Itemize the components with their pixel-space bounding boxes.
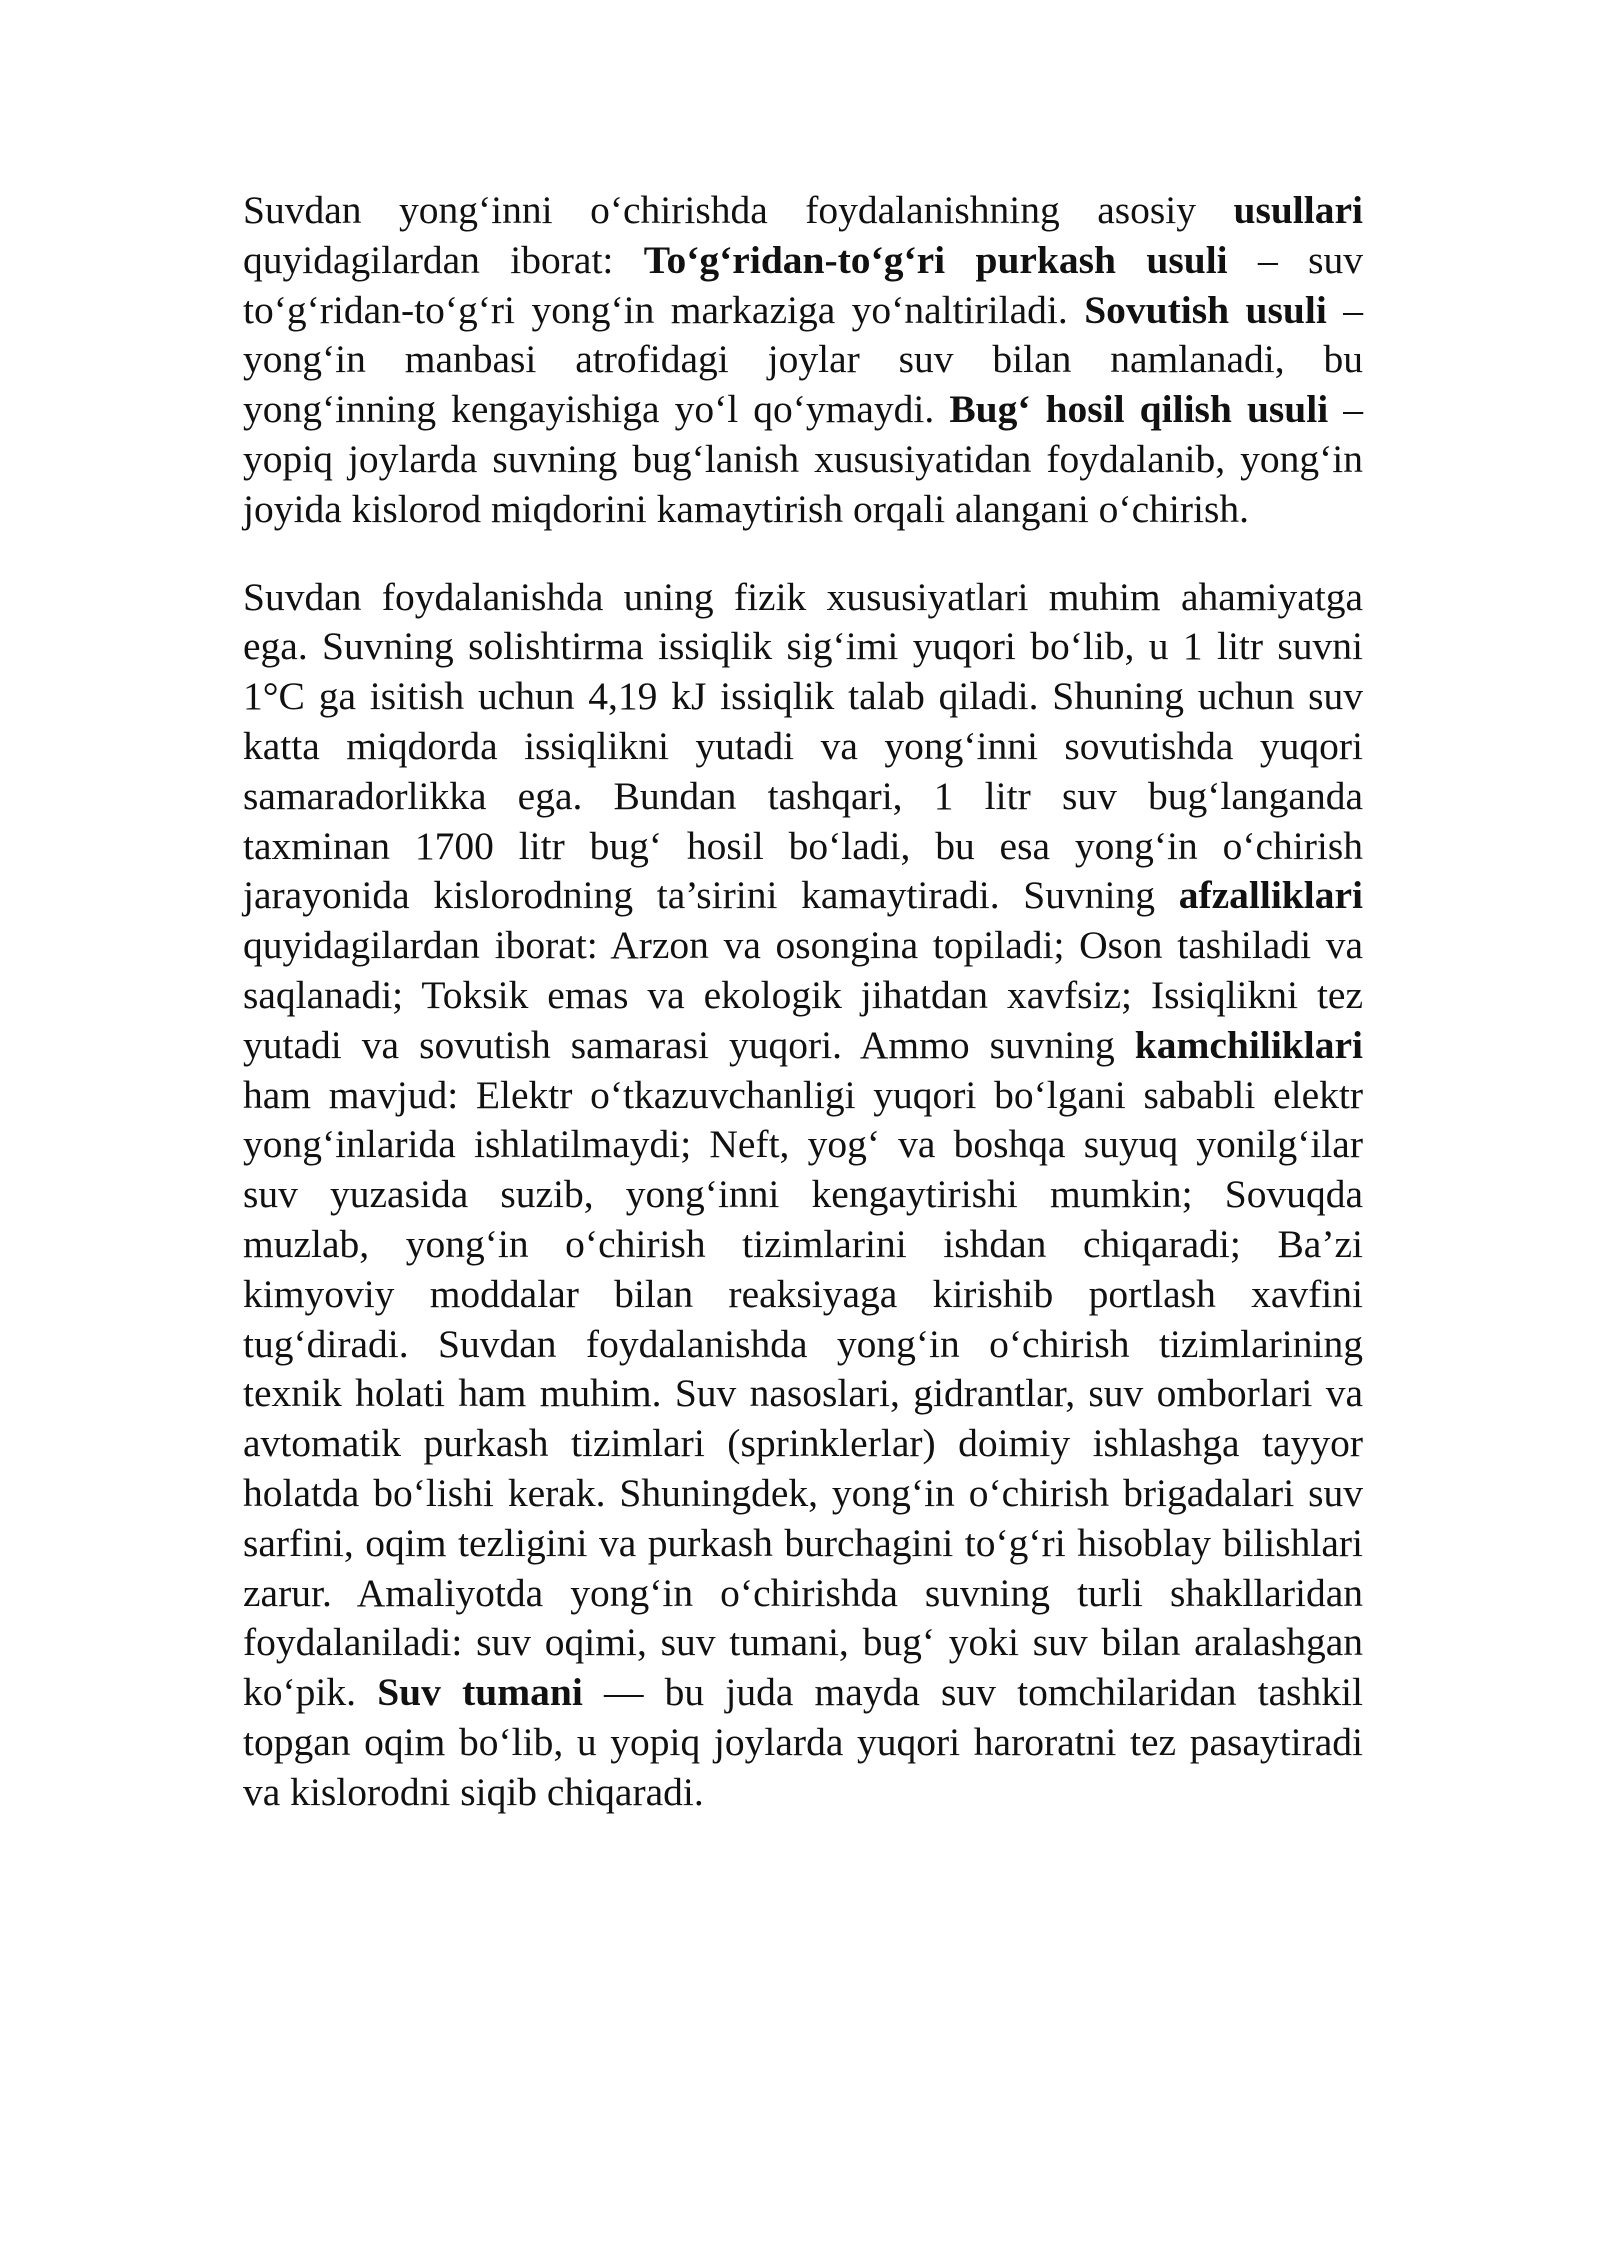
bold-term-steam: Bug‘ hosil qilish usuli bbox=[949, 387, 1329, 432]
bold-term-direct-spray: To‘g‘ridan-to‘g‘ri purkash usuli bbox=[643, 237, 1228, 282]
text-run: Suvdan foydalanishda uning fizik xususiyatlari muhim ahamiyatga ega. Suvning solishtirma issiqlik sig‘imi yuqori bo‘lib, u 1 litr suvni 1°C ga isitish uchun 4,19 kJ issiqlik talab qiladi. Shuning uchun suv katta miqdorda issiqlikni yutadi va yong‘inni sovutishda yuqori samaradorlikka ega. Bundan tashqari, 1 litr suv bug‘langanda taxminan 1700 litr bug‘ hosil bo‘ladi, bu esa yong‘in o‘chirish jarayonida kislorodning ta’sirini kamaytiradi. Suvning bbox=[243, 574, 1363, 918]
paragraph-water-properties bbox=[243, 573, 1363, 1818]
bold-term-cooling: Sovutish usuli bbox=[1084, 287, 1327, 332]
text-run: quyidagilardan iborat: bbox=[243, 237, 644, 282]
text-run: – yong‘in manbasi atrofidagi joylar suv bilan namlanadi, bu yong‘inning kengayishiga yo‘l qo‘ymaydi. bbox=[243, 287, 1363, 432]
text-run: – yopiq joylarda suvning bug‘lanish xususiyatidan foydalanib, yong‘in joyida kislorod miqdorini kamaytirish orqali alangani o‘chirish. bbox=[243, 387, 1363, 531]
document-page bbox=[243, 186, 1363, 1856]
bold-term-advantages: afzalliklari bbox=[1178, 873, 1363, 918]
text-run: – suv to‘g‘ridan-to‘g‘ri yong‘in markaziga yo‘naltiriladi. bbox=[243, 237, 1363, 332]
text-run: quyidagilardan iborat: Arzon va osongina topiladi; Oson tashiladi va saqlanadi; Toksik emas va ekologik jihatdan xavfsiz; Issiqlikni tez yutadi va sovutish samarasi yuqori. Ammo suvning bbox=[243, 923, 1363, 1067]
bold-term-methods: usullari bbox=[1233, 188, 1363, 232]
paragraph-water-methods bbox=[243, 186, 1363, 535]
text-run: ham mavjud: Elektr o‘tkazuvchanligi yuqori bo‘lgani sababli elektr yong‘inlarida ishlatilmaydi; Neft, yog‘ va boshqa suyuq yonilg‘ilar suv yuzasida suzib, yong‘inni kengaytirishi mumkin; Sovuqda muzlab, yong‘in o‘chirish tizimlarini ishdan chiqaradi; Ba’zi kimyoviy moddalar bilan reaksiyaga kirishib portlash xavfini tug‘diradi. Suvdan foydalanishda yong‘in o‘chirish tizimlarining texnik holati ham muhim. Suv nasoslari, gidrantlar, suv omborlari va avtomatik purkash tizimlari (sprinklerlar) doimiy ishlashga tayyor holatda bo‘lishi kerak. Shuningdek, yong‘in o‘chirish brigadalari suv sarfini, oqim tezligini va purkash burchagini to‘g‘ri hisoblay bilishlari zarur. Amaliyotda yong‘in o‘chirishda suvning turli shakllaridan foydalaniladi: suv oqimi, suv tumani, bug‘ yoki suv bilan aralashgan ko‘pik. bbox=[243, 1072, 1363, 1715]
bold-term-disadvantages: kamchiliklari bbox=[1134, 1022, 1363, 1067]
text-run: — bu juda mayda suv tomchilaridan tashkil topgan oqim bo‘lib, u yopiq joylarda yuqori haroratni tez pasaytiradi va kislorodni siqib chiqaradi. bbox=[243, 1670, 1363, 1814]
text-run: Suvdan yong‘inni o‘chirishda foydalanishning asosiy bbox=[243, 188, 1234, 232]
bold-term-water-mist: Suv tumani bbox=[377, 1670, 583, 1715]
